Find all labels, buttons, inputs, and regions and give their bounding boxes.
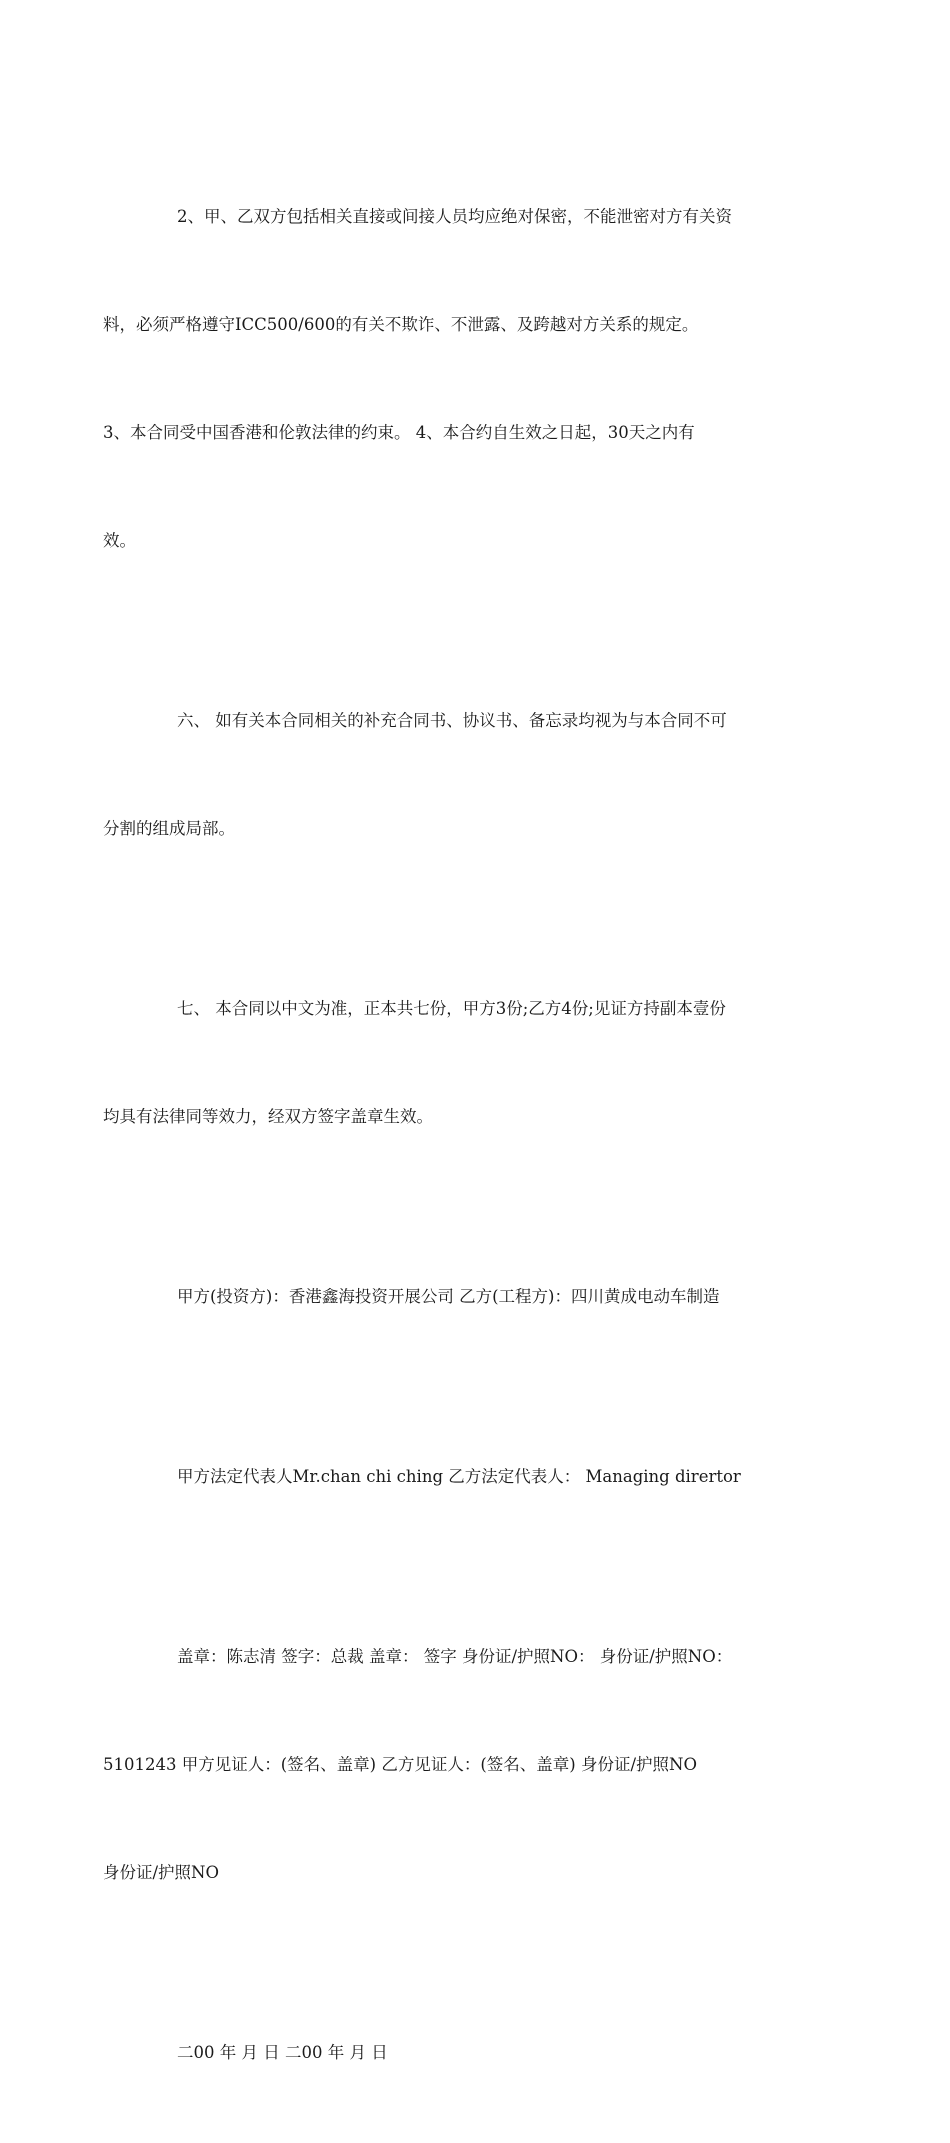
document-page bbox=[103, 127, 812, 2143]
supplementary-clause bbox=[103, 631, 812, 919]
text-line: 甲方法定代表人Mr.chan chi ching 乙方法定代表人： Managing dirertor bbox=[177, 1467, 741, 1486]
text-line: 七、 本合同以中文为准，正本共七份，甲方3份;乙方4份;见证方持副本壹份 bbox=[177, 999, 726, 1018]
text-line: 甲方(投资方)：香港鑫海投资开展公司 乙方(工程方)：四川黄成电动车制造 bbox=[177, 1287, 720, 1306]
text-line: 5101243 甲方见证人：(签名、盖章) 乙方见证人：(签名、盖章) 身份证/护照NO bbox=[103, 1755, 697, 1774]
copies-clause bbox=[103, 919, 812, 1207]
text-line: 料，必须严格遵守ICC500/600的有关不欺诈、不泄露、及跨越对方关系的规定。 bbox=[103, 315, 699, 334]
text-line: 盖章：陈志清 签字：总裁 盖章： 签字 身份证/护照NO： 身份证/护照NO： bbox=[177, 1647, 733, 1666]
text-line: 效。 bbox=[103, 531, 136, 550]
text-line: 3、本合同受中国香港和伦敦法律的约束。 4、本合约自生效之日起，30天之内有 bbox=[103, 423, 695, 442]
text-line: 身份证/护照NO bbox=[103, 1863, 220, 1882]
text-line: 分割的组成局部。 bbox=[103, 819, 235, 838]
parties-line bbox=[140, 1207, 812, 1387]
text-line: 2、甲、乙双方包括相关直接或间接人员均应绝对保密，不能泄密对方有关资 bbox=[177, 207, 732, 226]
date-line bbox=[140, 1963, 812, 2143]
signatures-block bbox=[103, 1567, 812, 1963]
text-line: 六、 如有关本合同相关的补充合同书、协议书、备忘录均视为与本合同不可 bbox=[177, 711, 727, 730]
confidentiality-clause bbox=[103, 127, 812, 631]
text-line: 二00 年 月 日 二00 年 月 日 bbox=[177, 2043, 388, 2062]
representatives-line bbox=[140, 1387, 812, 1567]
text-line: 均具有法律同等效力，经双方签字盖章生效。 bbox=[103, 1107, 433, 1126]
